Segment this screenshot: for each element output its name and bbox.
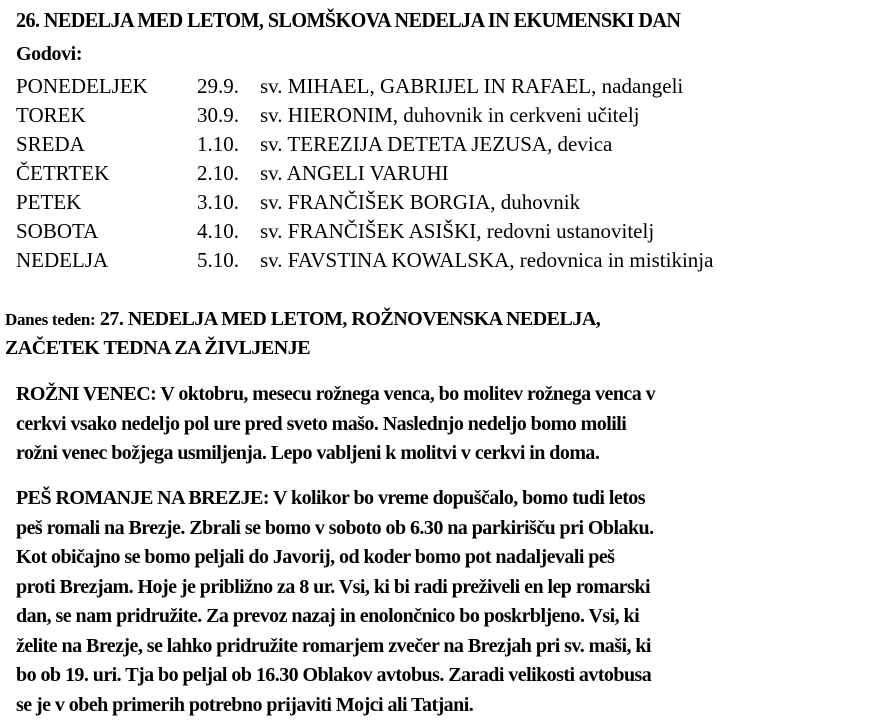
feast-day: SOBOTA: [16, 219, 99, 243]
feast-day: NEDELJA: [16, 248, 109, 272]
feast-days-heading: Godovi:: [16, 43, 83, 65]
feast-date: 3.10.: [197, 190, 239, 214]
notice-line: proti Brezjam. Hoje je približno za 8 ur. Vsi, ki bi radi preživeli en lep romarski: [16, 575, 650, 598]
feast-saint: sv. ANGELI VARUHI: [260, 161, 449, 185]
notice-line: Kot običajno se bomo peljali do Javorij, od koder bomo pot nadaljevali peš: [16, 546, 615, 568]
notice-rosary: [16, 380, 866, 469]
next-week-title: 27. NEDELJA MED LETOM, ROŽNOVENSKA NEDELJA,: [99, 308, 601, 330]
feast-saint: sv. HIERONIM, duhovnik in cerkveni učitelj: [260, 103, 640, 127]
next-week-line-1: [5, 305, 865, 334]
notice-line: bo ob 19. uri. Tja bo peljal ob 16.30 Oblakov avtobus. Zaradi velikosti avtobusa: [16, 664, 652, 686]
bulletin-title: 26. NEDELJA MED LETOM, SLOMŠKOVA NEDELJA IN EKUMENSKI DAN: [16, 8, 681, 32]
notice-line: cerkvi vsako nedeljo pol ure pred sveto mašo. Naslednjo nedeljo bomo molili: [16, 412, 627, 435]
next-week-lead: Danes teden:: [5, 310, 96, 329]
notice-line: rožni venec božjega usmiljenja. Lepo vabljeni k molitvi v cerkvi in doma.: [16, 442, 600, 464]
feast-saint: sv. TEREZIJA DETETA JEZUSA, devica: [260, 132, 613, 156]
feast-date: 5.10.: [197, 248, 239, 272]
feast-saint: sv. FAVSTINA KOWALSKA, redovnica in mistikinja: [260, 248, 714, 272]
notice-pilgrimage: [16, 484, 866, 720]
notice-line: ROŽNI VENEC: V oktobru, mesecu rožnega venca, bo molitev rožnega venca v: [16, 383, 656, 405]
notice-line: PEŠ ROMANJE NA BREZJE: V kolikor bo vreme dopuščalo, bomo tudi letos: [16, 487, 645, 509]
feast-saint: sv. MIHAEL, GABRIJEL IN RAFAEL, nadangeli: [260, 74, 684, 98]
feast-day: ČETRTEK: [16, 161, 110, 185]
next-week-line-2: ZAČETEK TEDNA ZA ŽIVLJENJE: [5, 337, 311, 359]
feast-saint: sv. FRANČIŠEK BORGIA, duhovnik: [260, 190, 581, 214]
notice-line: peš romali na Brezje. Zbrali se bomo v soboto ob 6.30 na parkirišču pri Oblaku.: [16, 516, 654, 539]
feast-day: TOREK: [16, 103, 86, 127]
feast-day: PETEK: [16, 190, 82, 214]
feast-date: 1.10.: [197, 132, 239, 156]
next-week-heading: [5, 305, 865, 362]
feast-day: PONEDELJEK: [16, 74, 148, 98]
feast-date: 30.9.: [197, 103, 239, 127]
notice-line: se je v obeh primerih potrebno prijaviti Mojci ali Tatjani.: [16, 693, 474, 716]
feast-date: 2.10.: [197, 161, 239, 185]
notice-line: želite na Brezje, se lahko pridružite romarjem zvečer na Brezjah pri sv. maši, ki: [16, 634, 651, 657]
feast-day: SREDA: [16, 132, 85, 156]
feast-saint: sv. FRANČIŠEK ASIŠKI, redovni ustanovitelj: [260, 219, 655, 243]
notice-line: dan, se nam pridružite. Za prevoz nazaj in enolončnico bo poskrbljeno. Vsi, ki: [16, 605, 640, 627]
feast-date: 29.9.: [197, 74, 239, 98]
feast-date: 4.10.: [197, 219, 239, 243]
